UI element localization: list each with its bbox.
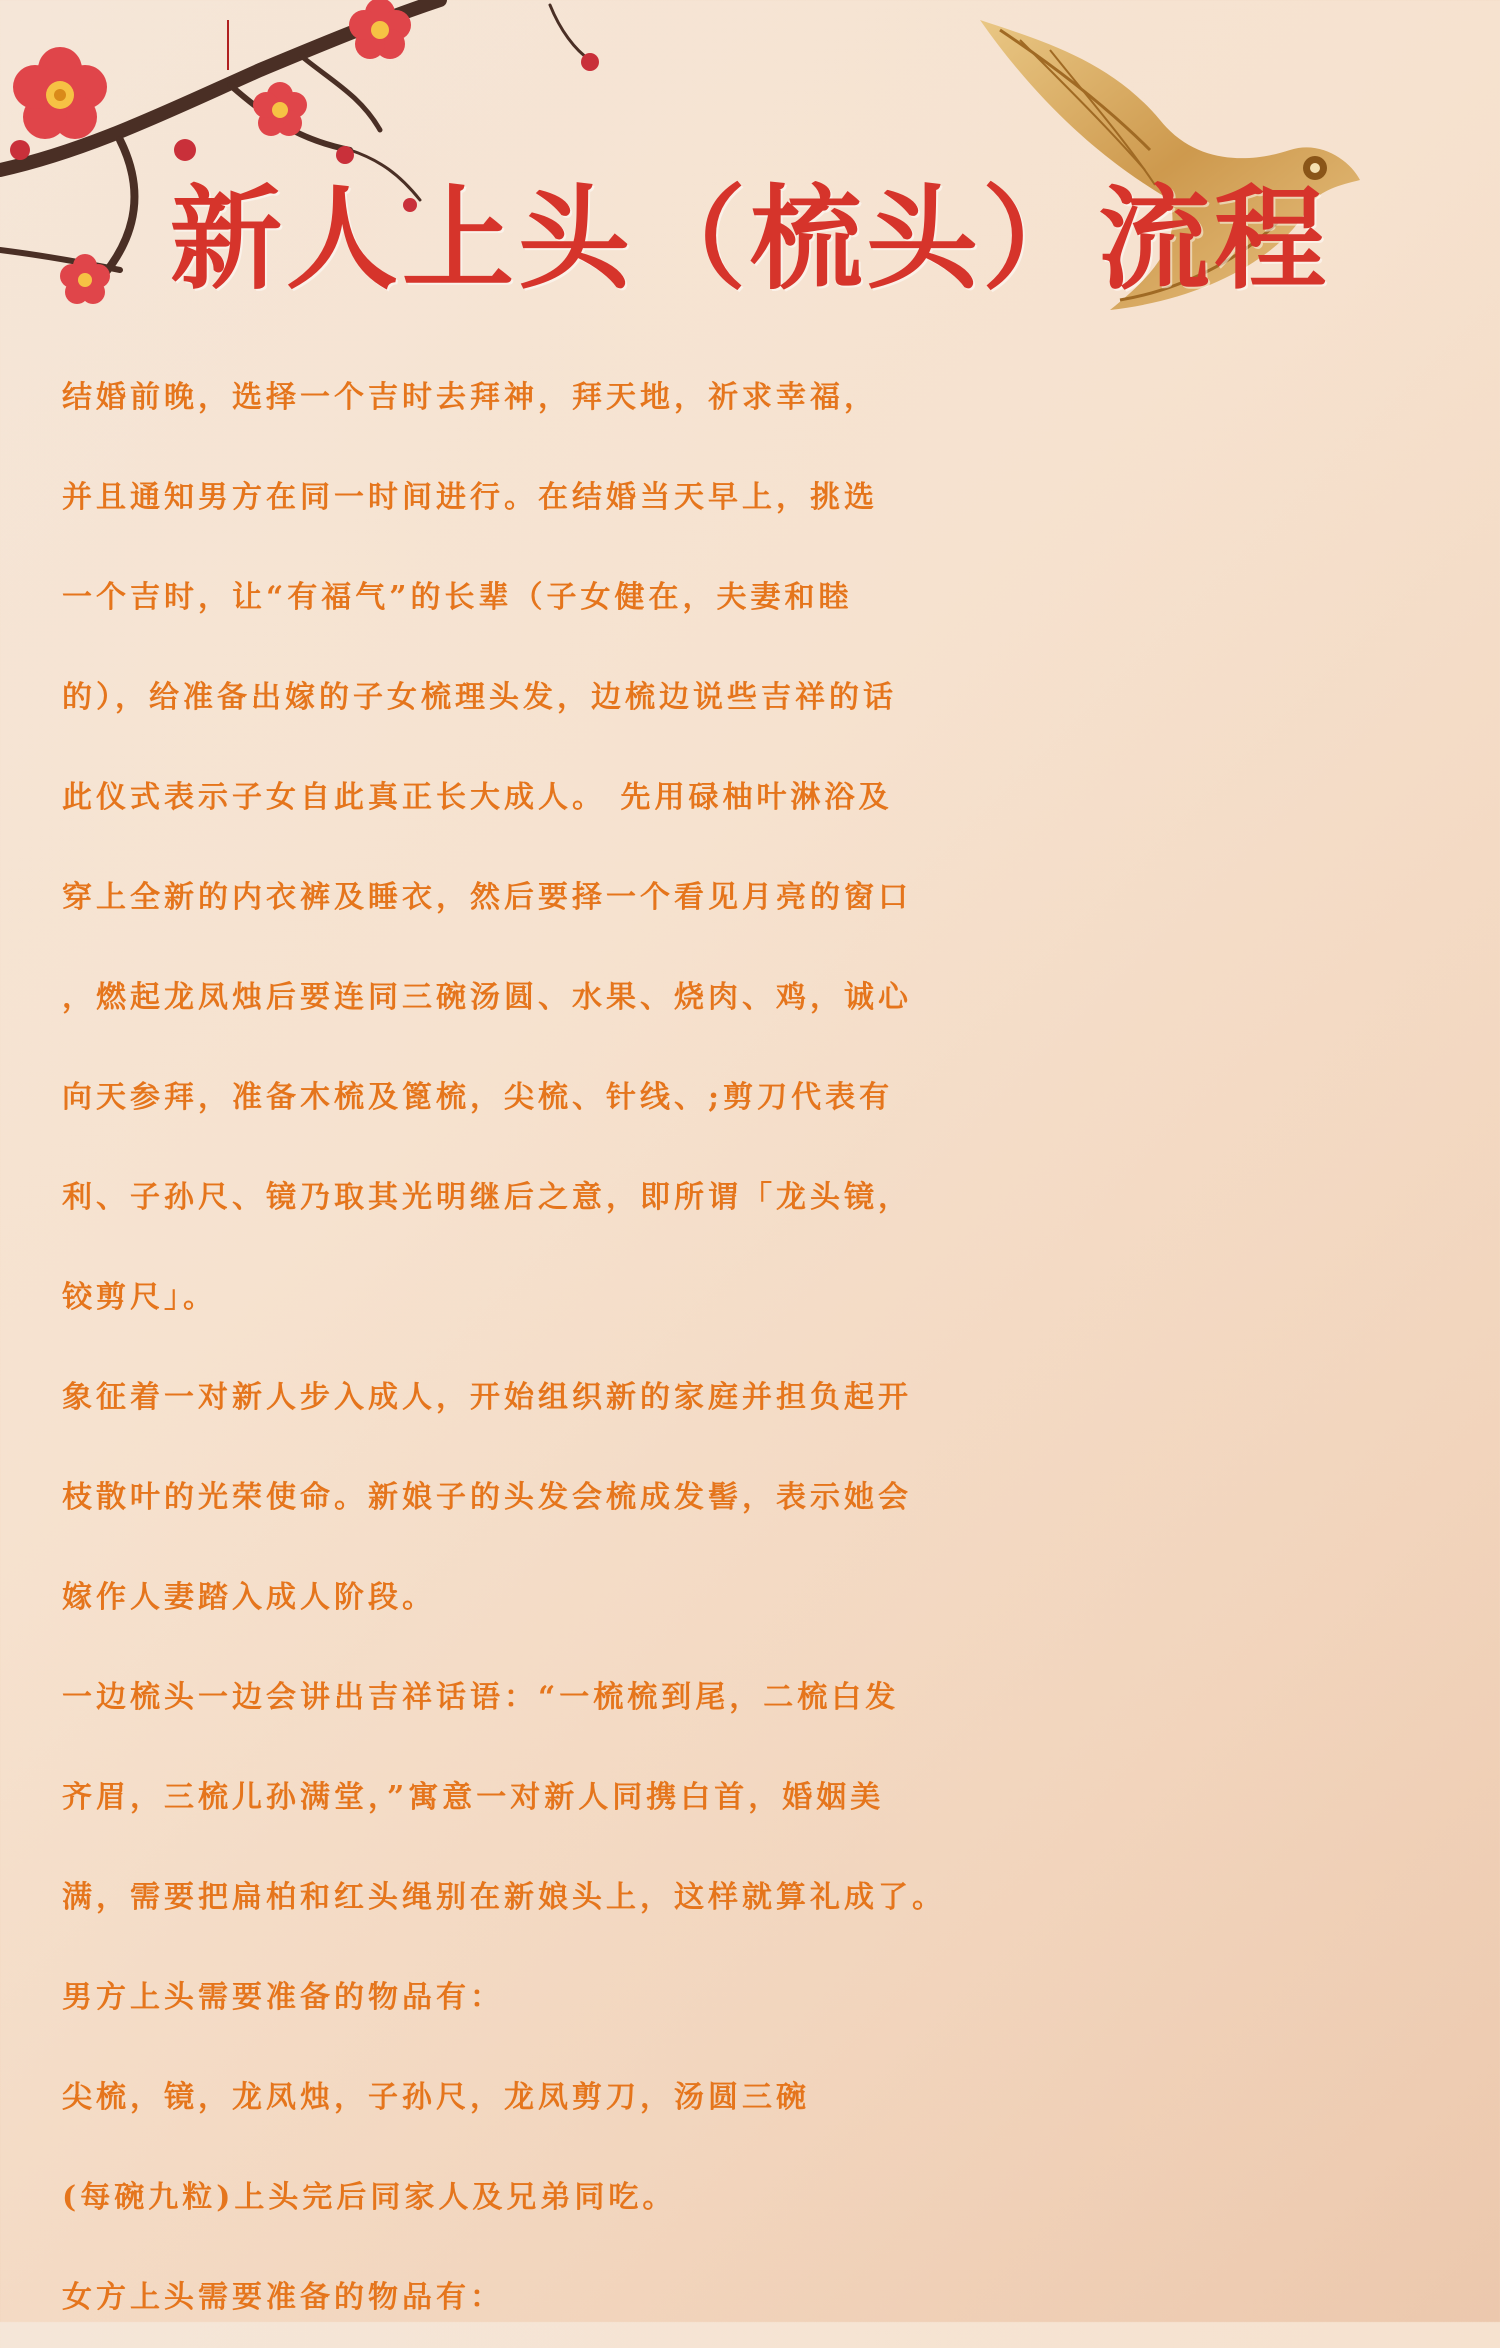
text-line: 一边梳头一边会讲出吉祥话语：“一梳梳到尾，二梳白发 xyxy=(62,1680,900,1715)
text-line: (每碗九粒)上头完后同家人及兄弟同吃。 xyxy=(62,2180,677,2215)
text-line: 象征着一对新人步入成人，开始组织新的家庭并担负起开 xyxy=(62,1380,912,1415)
text-line: 的），给准备出嫁的子女梳理头发，边梳边说些吉祥的话 xyxy=(62,680,897,715)
text-line: 结婚前晚，选择一个吉时去拜神，拜天地，祈求幸福， xyxy=(62,380,878,415)
text-line: 铰剪尺」。 xyxy=(62,1280,217,1315)
text-line: 枝散叶的光荣使命。新娘子的头发会梳成发髻，表示她会 xyxy=(62,1480,912,1515)
page-title: 新人上头（梳头）流程 xyxy=(170,174,1330,305)
text-line: 此仪式表示子女自此真正长大成人。 先用碌柚叶淋浴及 xyxy=(62,780,893,815)
text-line: 嫁作人妻踏入成人阶段。 xyxy=(62,1580,436,1615)
text-line: 一个吉时，让“有福气”的长辈（子女健在，夫妻和睦 xyxy=(62,580,853,615)
text-line: 男方上头需要准备的物品有： xyxy=(62,1980,504,2015)
text-line: 向天参拜，准备木梳及篦梳，尖梳、针线、;剪刀代表有 xyxy=(62,1080,894,1115)
text-line: ，燃起龙凤烛后要连同三碗汤圆、水果、烧肉、鸡，诚心 xyxy=(62,980,912,1015)
text-line: 利、子孙尺、镜乃取其光明继后之意，即所谓「龙头镜， xyxy=(62,1180,912,1215)
text-line: 女方上头需要准备的物品有： xyxy=(62,2280,504,2315)
text-line: 尖梳，镜，龙凤烛，子孙尺，龙凤剪刀，汤圆三碗 xyxy=(62,2080,810,2115)
text-line: 并且通知男方在同一时间进行。在结婚当天早上，挑选 xyxy=(62,480,878,515)
article-body xyxy=(62,348,1500,2348)
text-line: 穿上全新的内衣裤及睡衣，然后要择一个看见月亮的窗口 xyxy=(62,880,912,915)
text-line: 满，需要把扁柏和红头绳别在新娘头上，这样就算礼成了。 xyxy=(62,1880,946,1915)
text-line: 齐眉，三梳儿孙满堂，”寓意一对新人同携白首，婚姻美 xyxy=(62,1780,885,1815)
